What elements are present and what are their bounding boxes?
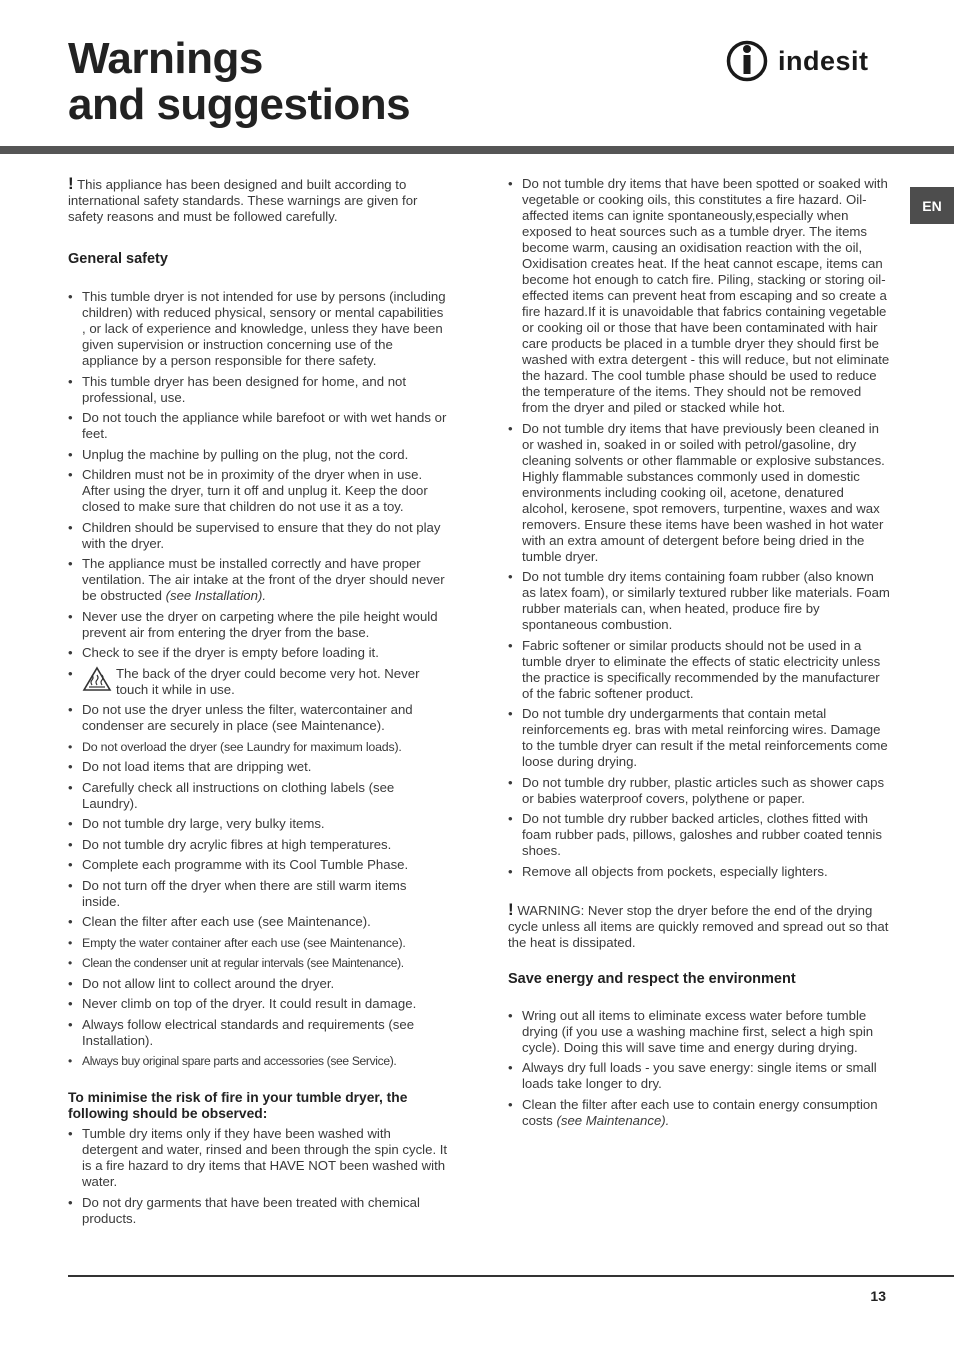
list-item <box>508 1097 890 1129</box>
list-item: • Do not overload the dryer (see Laundry for maximum loads). <box>68 739 448 755</box>
intro-paragraph <box>68 176 448 225</box>
list-item: • Never climb on top of the dryer. It could result in damage. <box>68 996 448 1012</box>
list-item: • Unplug the machine by pulling on the plug, not the cord. <box>68 447 448 463</box>
fire-risk-heading: To minimise the risk of fire in your tumble dryer, the following should be observed: <box>68 1090 408 1121</box>
general-safety-heading: General safety <box>68 251 168 267</box>
list-item: • Do not tumble dry acrylic fibres at high temperatures. <box>68 837 448 853</box>
warning-paragraph <box>508 899 890 951</box>
fire-risk-list-left <box>68 1126 448 1227</box>
list-item: • This tumble dryer is not intended for use by persons (including children) with reduced physical, sensory or mental capabilities , or lack of experience and knowledge, unless they have been given supervision or instruction concerning use of the appliance by a person responsible for there safety. <box>68 289 448 369</box>
warning-text: WARNING: Never stop the dryer before the end of the drying cycle unless all items are quickly removed and spread out so that the heat is dissipated. <box>508 902 889 950</box>
list-item <box>68 556 448 604</box>
list-item: • Do not allow lint to collect around the dryer. <box>68 976 448 992</box>
warning-exclamation-icon: ! <box>508 899 514 919</box>
intro-exclamation-icon: ! <box>68 174 74 193</box>
list-item: • This tumble dryer has been designed for home, and not professional, use. <box>68 374 448 406</box>
list-item: • Do not touch the appliance while barefoot or with wet hands or feet. <box>68 410 448 442</box>
list-item: • Do not tumble dry items containing foam rubber (also known as latex foam), or similarly textured rubber like materials. Foam rubber materials can, when heated, produce fire by spontaneous combustion. <box>508 569 890 633</box>
footer-rule <box>68 1275 954 1277</box>
list-item: • Clean the filter after each use (see Maintenance). <box>68 914 448 930</box>
list-item: • Do not turn off the dryer when there are still warm items inside. <box>68 878 448 910</box>
list-item: • Wring out all items to eliminate excess water before tumble drying (if you use a washing machine first, select a high spin cycle). Doing this will save time and energy during drying. <box>508 1008 890 1056</box>
list-item-hot-surface <box>68 666 448 698</box>
list-item: • Do not tumble dry items that have been spotted or soaked with vegetable or cooking oils, this constitutes a fire hazard. Oil-affected items can ignite spontaneously,especially when exposed to heat sources such as a tumble dryer. The items become warm, causing an oxidisation reaction with the oil, Oxidisation creates heat. If the heat cannot escape, items can become hot enough to catch fire. Piling, stacking or storing oil-effected items can prevent heat from escaping and so create a fire hazard.If it is unavoidable that fabrics containing vegetable or cooking oil or those that have been contaminated with hair care products be placed in a tumble dryer they should first be washed with extra detergent - this will reduce, but not eliminate the hazard. The cool tumble phase should be used to reduce the temperature of the items. They should not be removed from the dryer and piled or stacked while hot. <box>508 176 890 416</box>
list-item: • Fabric softener or similar products should not be used in a tumble dryer to eliminate the effects of static electricity unless the practice is specifically recommended by the manufacturer of the fabric softener product. <box>508 638 890 702</box>
general-safety-list <box>68 289 448 1069</box>
list-item: • Carefully check all instructions on clothing labels (see Laundry). <box>68 780 448 812</box>
list-item-text: The appliance must be installed correctly and have proper ventilation. The air intake at the front of the dryer should never be obstructed <box>82 556 445 603</box>
list-item: • Always follow electrical standards and requirements (see Installation). <box>68 1017 448 1049</box>
header-rule <box>0 146 954 154</box>
list-item: • Remove all objects from pockets, especially lighters. <box>508 864 890 880</box>
right-column <box>508 176 890 1133</box>
list-item: • Do not tumble dry undergarments that contain metal reinforcements eg. bras with metal reinforcing wires. Damage to the tumble dryer can result if the metal reinforcements come loose during drying. <box>508 706 890 770</box>
left-column <box>68 176 448 1231</box>
list-item: • Never use the dryer on carpeting where the pile height would prevent air from entering the dryer from the base. <box>68 609 448 641</box>
hot-surface-warning-icon <box>82 666 112 692</box>
page-title <box>68 36 410 128</box>
indesit-logo <box>726 40 888 82</box>
language-tab: EN <box>910 187 954 224</box>
page-number: 13 <box>870 1288 886 1304</box>
list-item: • Children should be supervised to ensure that they do not play with the dryer. <box>68 520 448 552</box>
list-item-text: • The back of the dryer could become very hot. Never touch it while in use. <box>116 665 420 697</box>
list-item: • Do not use the dryer unless the filter, watercontainer and condenser are securely in place (see Maintenance). <box>68 702 448 734</box>
list-item: • Tumble dry items only if they have been washed with detergent and water, rinsed and been through the spin cycle. It is a fire hazard to dry items that HAVE NOT been washed with water. <box>68 1126 448 1190</box>
fire-risk-list-right <box>508 176 890 880</box>
installation-reference: (see Installation). <box>165 588 267 603</box>
list-item: • Always buy original spare parts and accessories (see Service). <box>68 1053 448 1069</box>
list-item: • Do not tumble dry items that have previously been cleaned in or washed in, soaked in or soiled with petrol/gasoline, dry cleaning solvents or other flammable or explosive substances. Highly flammable substances commonly used in domestic environments including cooking oil, acetone, denatured alcohol, kerosene, spot removers, turpentine, waxes and wax removers. Ensure these items have been washed in hot water with an extra amount of detergent before being dried in the tumble dryer. <box>508 421 890 565</box>
brand-i-emblem-icon <box>726 40 772 82</box>
list-item: • Always dry full loads - you save energy: single items or small loads take longer to dry. <box>508 1060 890 1092</box>
list-item: • Do not tumble dry rubber, plastic articles such as shower caps or babies waterproof covers, polythene or paper. <box>508 775 890 807</box>
maintenance-reference: (see Maintenance). <box>556 1112 670 1128</box>
energy-heading: Save energy and respect the environment <box>508 970 796 987</box>
list-item: • Empty the water container after each use (see Maintenance). <box>68 935 448 951</box>
list-item: • Children must not be in proximity of the dryer when in use. After using the dryer, turn it off and unplug it. Keep the door closed to make sure that children do not use it as a toy. <box>68 467 448 515</box>
list-item: • Clean the condenser unit at regular intervals (see Maintenance). <box>68 955 448 971</box>
list-item: • Check to see if the dryer is empty before loading it. <box>68 645 448 661</box>
list-item: • Do not tumble dry large, very bulky items. <box>68 816 448 832</box>
brand-wordmark: indesit <box>778 46 869 76</box>
list-item-text: Clean the filter after each use to contain energy consumption costs <box>522 1096 878 1128</box>
intro-text: This appliance has been designed and built according to international safety standards. These warnings are given for safety reasons and must be followed carefully. <box>68 177 418 224</box>
title-line-1: Warnings <box>68 34 263 83</box>
list-item: • Do not tumble dry rubber backed articles, clothes fitted with foam rubber pads, pillows, galoshes and rubber coated tennis shoes. <box>508 811 890 859</box>
list-item: • Do not dry garments that have been treated with chemical products. <box>68 1195 448 1227</box>
energy-list <box>508 1008 890 1129</box>
title-line-2: and suggestions <box>68 80 411 129</box>
list-item: • Do not load items that are dripping wet. <box>68 759 448 775</box>
list-item: • Complete each programme with its Cool Tumble Phase. <box>68 857 448 873</box>
